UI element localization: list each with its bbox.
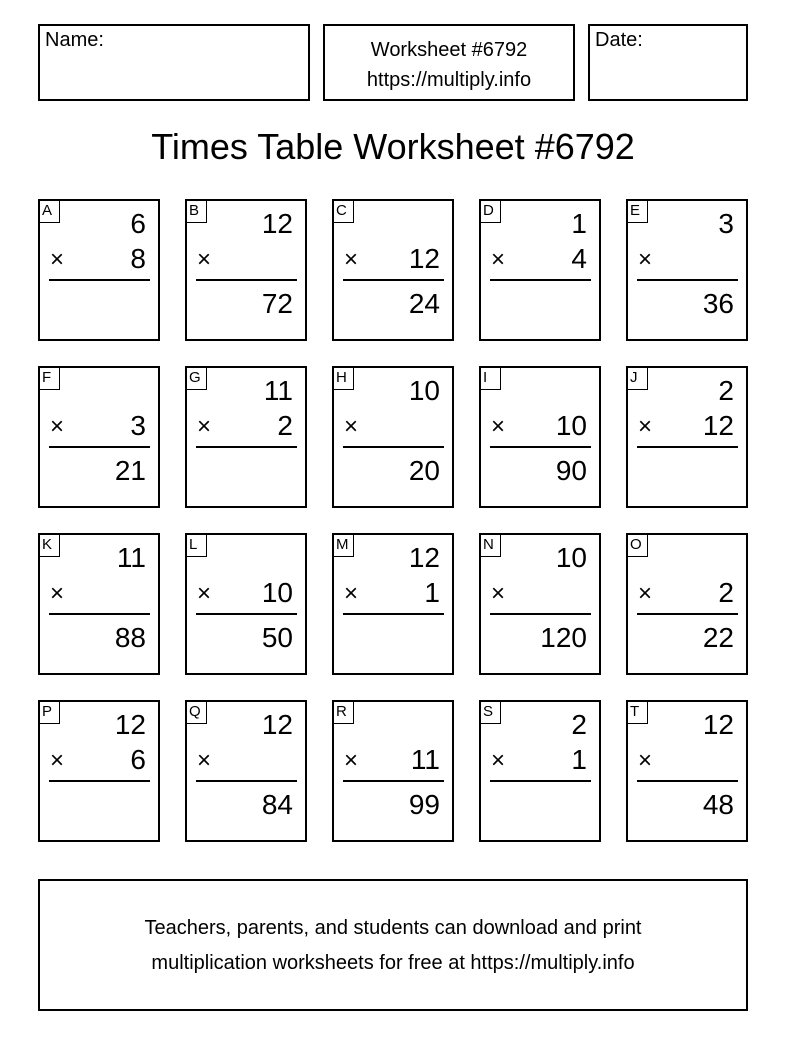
multiply-sign: × [197,580,212,607]
answer-rule [196,780,297,782]
multiplicand: 12 [408,542,440,573]
multiplier: 1 [571,744,587,775]
problem-letter: M [332,533,354,557]
footer-line-1: Teachers, parents, and students can download and print [144,917,642,939]
answer-rule [49,279,150,281]
multiply-sign: × [50,246,65,273]
answer-rule [490,613,591,615]
answer-rule [196,446,297,448]
problem-card [38,199,160,341]
multiply-sign: × [638,747,653,774]
problem-card [332,700,454,842]
product: 24 [408,288,440,319]
problem-letter: K [38,533,60,557]
answer-rule [343,279,444,281]
multiplier: 6 [130,744,146,775]
multiplier: 2 [277,410,293,441]
multiply-sign: × [197,246,212,273]
problem-card [479,700,601,842]
date-label: Date: [595,29,643,51]
problem-letter: A [38,199,60,223]
product: 20 [408,455,440,486]
multiply-sign: × [197,747,212,774]
name-field[interactable] [38,24,310,101]
multiply-sign: × [491,580,506,607]
multiply-sign: × [50,413,65,440]
multiplier: 4 [571,243,587,274]
multiplier: 12 [702,410,734,441]
product: 48 [702,789,734,820]
multiplicand: 12 [261,709,293,740]
problem-letter: S [479,700,501,724]
date-field[interactable] [588,24,748,101]
product: 90 [555,455,587,486]
footer-line-2: multiplication worksheets for free at https://multiply.info [151,952,635,974]
multiply-sign: × [50,580,65,607]
problem-card [332,366,454,508]
worksheet-number: Worksheet #6792 [370,39,528,61]
product: 99 [408,789,440,820]
problem-letter: I [479,366,501,390]
problem-letter: J [626,366,648,390]
answer-rule [637,613,738,615]
multiply-sign: × [638,413,653,440]
problem-card [332,199,454,341]
answer-rule [637,780,738,782]
multiplier: 11 [410,744,440,775]
problem-letter: O [626,533,648,557]
answer-rule [49,780,150,782]
multiplicand: 10 [555,542,587,573]
multiply-sign: × [638,580,653,607]
product: 72 [261,288,293,319]
problem-letter: F [38,366,60,390]
multiply-sign: × [50,747,65,774]
multiply-sign: × [197,413,212,440]
answer-rule [49,446,150,448]
problem-card [38,533,160,675]
product: 50 [261,622,293,653]
problem-card [479,533,601,675]
multiplier: 1 [424,577,440,608]
problem-card [626,199,748,341]
multiply-sign: × [491,413,506,440]
multiplicand: 11 [263,375,293,406]
multiplicand: 10 [408,375,440,406]
problem-card [185,199,307,341]
answer-rule [196,279,297,281]
problem-letter: B [185,199,207,223]
answer-rule [343,446,444,448]
problem-card [626,533,748,675]
multiplicand: 3 [718,208,734,239]
problem-letter: T [626,700,648,724]
problem-letter: Q [185,700,207,724]
multiply-sign: × [344,246,359,273]
problem-card [332,533,454,675]
product: 22 [702,622,734,653]
answer-rule [49,613,150,615]
multiply-sign: × [344,580,359,607]
multiplier: 2 [718,577,734,608]
problem-card [185,366,307,508]
multiplicand: 12 [702,709,734,740]
answer-rule [343,613,444,615]
problem-card [38,700,160,842]
multiply-sign: × [344,413,359,440]
answer-rule [490,780,591,782]
multiplier: 10 [555,410,587,441]
footer-note [38,879,748,1011]
problem-letter: N [479,533,501,557]
product: 120 [540,622,587,653]
problem-letter: H [332,366,354,390]
multiplier: 3 [130,410,146,441]
multiplicand: 1 [571,208,587,239]
worksheet-id-box [323,24,575,101]
multiplicand: 12 [261,208,293,239]
multiply-sign: × [491,747,506,774]
multiplier: 10 [261,577,293,608]
problem-letter: E [626,199,648,223]
product: 36 [702,288,734,319]
problem-card [185,700,307,842]
problem-letter: G [185,366,207,390]
multiply-sign: × [344,747,359,774]
problem-card [479,366,601,508]
multiplicand: 12 [114,709,146,740]
product: 84 [261,789,293,820]
worksheet-url: https://multiply.info [366,69,532,91]
problem-letter: R [332,700,354,724]
problem-letter: D [479,199,501,223]
name-label: Name: [45,29,104,51]
problem-card [626,366,748,508]
answer-rule [343,780,444,782]
multiplicand: 2 [571,709,587,740]
product: 88 [114,622,146,653]
multiplier: 12 [408,243,440,274]
answer-rule [196,613,297,615]
multiply-sign: × [491,246,506,273]
problem-card [479,199,601,341]
multiply-sign: × [638,246,653,273]
problem-letter: C [332,199,354,223]
problem-card [38,366,160,508]
problem-card [185,533,307,675]
problem-letter: L [185,533,207,557]
answer-rule [637,279,738,281]
problem-letter: P [38,700,60,724]
multiplicand: 6 [130,208,146,239]
product: 21 [114,455,146,486]
multiplicand: 11 [116,542,146,573]
answer-rule [490,446,591,448]
page-title: Times Table Worksheet #6792 [151,126,635,167]
problem-card [626,700,748,842]
multiplicand: 2 [718,375,734,406]
answer-rule [637,446,738,448]
multiplier: 8 [130,243,146,274]
answer-rule [490,279,591,281]
